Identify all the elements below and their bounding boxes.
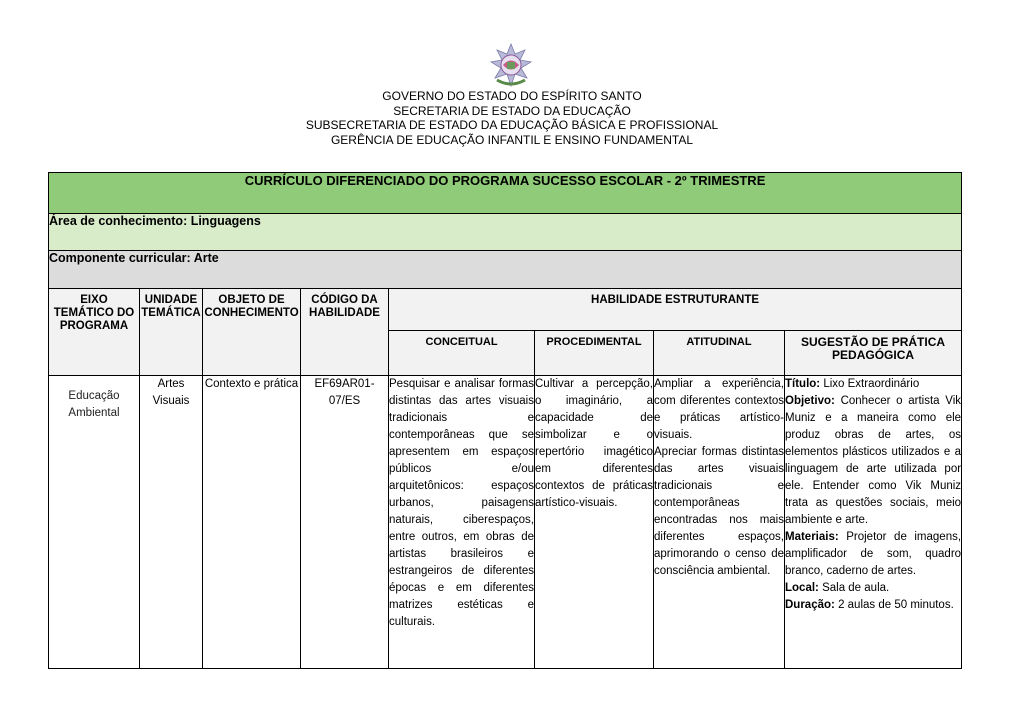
duracao-label: Duração:: [785, 599, 835, 611]
cell-codigo: EF69AR01-07/ES: [301, 376, 389, 669]
cell-conceitual: Pesquisar e analisar formas distintas das artes visuais tradicionais e contemporâneas que se apresentem em espaços públicos e/ou arquitetônicos: espaços urbanos, paisagens naturais, ciberespaços, entre outros, em obras de artistas brasileiros e estrangeiros de diferentes épocas e em diferentes matrizes estéticas e culturais.: [389, 376, 535, 669]
local-text: Sala de aula.: [822, 582, 890, 594]
cell-unidade: Artes Visuais: [140, 376, 203, 669]
col-header-eixo: EIXO TEMÁTICO DO PROGRAMA: [49, 289, 140, 376]
col-header-codigo: CÓDIGO DA HABILIDADE: [301, 289, 389, 376]
col-header-objeto: OBJETO DE CONHECIMENTO: [203, 289, 301, 376]
col-header-habilidade: HABILIDADE ESTRUTURANTE: [389, 289, 962, 331]
table-row: [49, 376, 962, 669]
atitudinal-ampliar: Ampliar a experiência, com diferentes contextos e práticas artístico-visuais.: [654, 378, 784, 441]
document-header: [0, 89, 1024, 147]
materiais-text: Projetor de imagens, amplificador de som, quadro branco, caderno de artes.: [785, 531, 962, 577]
sugestao-duracao: [785, 597, 961, 614]
col-header-procedimental: PROCEDIMENTAL: [535, 331, 654, 376]
atitudinal-apreciar: Apreciar formas distintas das artes visuais tradicionais e contemporâneas encontradas nos mais diferentes espaços, aprimorando o censo de consciência ambiental.: [654, 446, 784, 577]
materiais-label: Materiais:: [785, 531, 839, 543]
cell-sugestao: [785, 376, 962, 669]
state-coat-of-arms-logo: [487, 42, 535, 90]
titulo-text: Lixo Extraordinário: [823, 378, 920, 390]
duracao-text: 2 aulas de 50 minutos.: [838, 599, 954, 611]
sugestao-titulo: [785, 376, 961, 393]
col-header-atitudinal: ATITUDINAL: [654, 331, 785, 376]
header-government: GOVERNO DO ESTADO DO ESPÍRITO SANTO: [382, 89, 642, 103]
sugestao-local: [785, 580, 961, 597]
col-header-conceitual: CONCEITUAL: [389, 331, 535, 376]
objetivo-label: Objetivo:: [785, 395, 835, 407]
curriculum-table: [48, 172, 962, 669]
cell-eixo: Educação Ambiental: [49, 376, 140, 669]
sugestao-materiais: [785, 529, 961, 580]
col-header-unidade: UNIDADE TEMÁTICA: [140, 289, 203, 376]
header-secretariat: SECRETARIA DE ESTADO DA EDUCAÇÃO: [393, 103, 631, 118]
cell-procedimental: Cultivar a percepção, o imaginário, a capacidade de simbolizar e o repertório imagético em diferentes contextos de práticas artístico-visuais.: [535, 376, 654, 669]
col-header-sugestao: SUGESTÃO DE PRÁTICA PEDAGÓGICA: [785, 331, 962, 376]
sugestao-objetivo: [785, 393, 961, 529]
titulo-label: Título:: [785, 378, 821, 390]
local-label: Local:: [785, 582, 819, 594]
knowledge-area: Área de conhecimento: Linguagens: [49, 214, 962, 251]
table-title: CURRÍCULO DIFERENCIADO DO PROGRAMA SUCESSO ESCOLAR - 2º TRIMESTRE: [49, 173, 962, 214]
header-subsecretariat: SUBSECRETARIA DE ESTADO DA EDUCAÇÃO BÁSICA E PROFISSIONAL: [305, 118, 719, 132]
objetivo-text: Conhecer o artista Vik Muniz e a maneira como ele produz obras de artes, os elementos plásticos utilizados e a linguagem de arte utilizada por ele. Entender como Vik Muniz trata as questões sociais, meio ambiente e arte.: [785, 395, 962, 526]
cell-objeto: Contexto e prática: [203, 376, 301, 669]
curricular-component: Componente curricular: Arte: [49, 251, 962, 289]
cell-atitudinal: [654, 376, 785, 669]
header-management: GERÊNCIA DE EDUCAÇÃO INFANTIL E ENSINO FUNDAMENTAL: [330, 132, 694, 147]
